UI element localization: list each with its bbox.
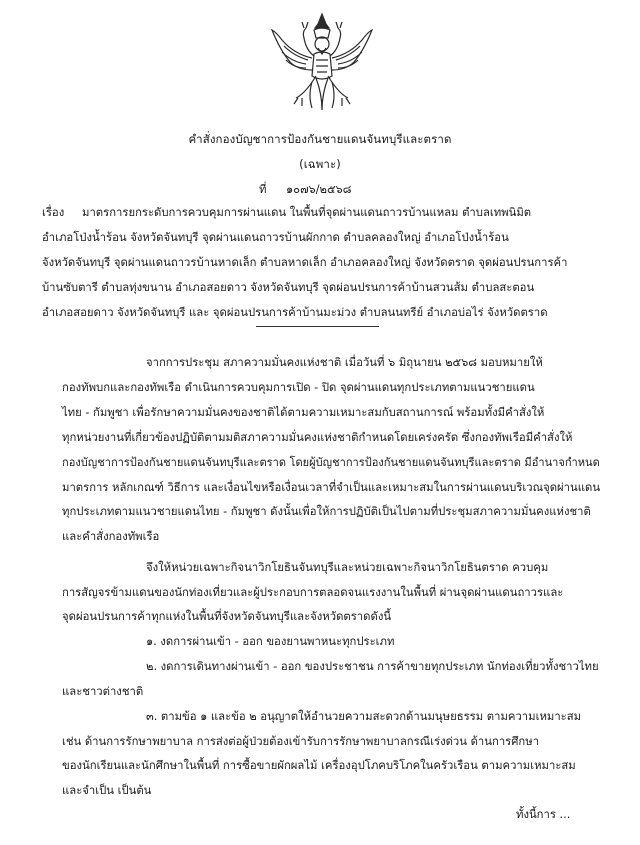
subject-line: อำเภอโป่งน้ำร้อน จังหวัดจันทบุรี จุดผ่านแดนถาวรบ้านผักกาด ตำบลคลองใหญ่ อำเภอโป่งน้ำร้อน [42, 231, 509, 245]
body-line: การสัญจรข้ามแดนของนักท่องเที่ยวและผู้ประกอบการตลอดจนแรงงานในพื้นที่ ผ่านจุดผ่านแดนถาวรและ [62, 585, 564, 599]
continuation-text: ทั้งนี้การ ... [516, 808, 571, 822]
order-title: คำสั่งกองบัญชาการป้องกันชายแดนจันทบุรีและตราด [188, 131, 452, 146]
item-1: ๑. งดการผ่านเข้า - ออก ของยานพาหนะทุกประเภท [146, 635, 395, 649]
item-3: ๓. ตามข้อ ๑ และข้อ ๒ อนุญาตให้อำนวยความสะดวกด้านมนุษยธรรม ตามความเหมาะสม [146, 709, 582, 723]
body-line: จุดผ่อนปรนการค้าทุกแห่งในพื้นที่จังหวัดจันทบุรีและจังหวัดตราดดังนี้ [62, 610, 392, 624]
order-number-label: ที่ [259, 182, 267, 196]
body-line: ทุกหน่วยงานที่เกี่ยวข้องปฏิบัติตามมติสภาความมั่นคงแห่งชาติกำหนดโดยเคร่งครัด ซึ่งกองทัพเรือมีคำสั่งให้ [62, 430, 573, 444]
body-line: จึงให้หน่วยเฉพาะกิจนาวิกโยธินจันทบุรีและหน่วยเฉพาะกิจนาวิกโยธินตราด ควบคุม [146, 560, 549, 574]
item-2: ๒. งดการเดินทางผ่านเข้า - ออก ของประชาชน การค้าขายทุกประเภท นักท่องเที่ยวทั้งชาวไทย [146, 660, 599, 674]
subject-line: บ้านซับตารี ตำบลทุ่งขนาน อำเภอสอยดาว จังหวัดจันทบุรี จุดผ่อนปรนการค้าบ้านสวนส้ม ตำบลสะตอน [42, 280, 535, 294]
separator-rule [256, 326, 379, 327]
body-line: กองบัญชาการป้องกันชายแดนจันทบุรีและตราด โดยผู้บัญชาการป้องกันชายแดนจันทบุรีและตราด มีอำนาจกำหนด [62, 455, 600, 469]
body-line: ไทย - กัมพูชา เพื่อรักษาความมั่นคงของชาติได้ตามความเหมาะสมกับสถานการณ์ พร้อมทั้งมีคำสั่งให้ [62, 406, 545, 419]
body-line: มาตรการ หลักเกณฑ์ วิธีการ และเงื่อนไขหรือเงื่อนเวลาที่จำเป็นและเหมาะสมในการผ่านแดนบริเวณจุดผ่านแดน [62, 480, 601, 494]
body-line: กองทัพบกและกองทัพเรือ ดำเนินการควบคุมการเปิด - ปิด จุดผ่านแดนทุกประเภทตามแนวชายแดน [62, 381, 535, 395]
body-line: และคำสั่งกองทัพเรือ [62, 530, 160, 544]
subject-line: จังหวัดจันทบุรี จุดผ่านแดนถาวรบ้านหาดเล็ก ตำบลหาดเล็ก อำเภอคลองใหญ่ จังหวัดตราด จุดผ่อนปรนการค้า [42, 256, 568, 270]
item-3-cont: เช่น ด้านการรักษาพยาบาล การส่งต่อผู้ป่วยต้องเข้ารับการรักษาพยาบาลกรณีเร่งด่วน ด้านการศึกษา [62, 734, 540, 748]
order-number: ๑๐๗๖/๒๕๖๘ [286, 182, 352, 196]
item-3-cont: และจำเป็น เป็นต้น [62, 784, 152, 798]
classification: (เฉพาะ) [299, 156, 341, 171]
item-2-cont: และชาวต่างชาติ [62, 684, 144, 698]
subject-line: มาตรการยกระดับการควบคุมการผ่านแดน ในพื้นที่จุดผ่านแดนถาวรบ้านแหลม ตำบลเทพนิมิต [82, 206, 532, 220]
garuda-emblem [268, 10, 376, 118]
body-line: ทุกประเภทตามแนวชายแดนไทย - กัมพูชา ดังนั้นเพื่อให้การปฏิบัติเป็นไปตามที่ประชุมสภาความมั่นคงแห่งชาติ [62, 505, 591, 519]
subject-label: เรื่อง [42, 206, 65, 220]
item-3-cont: ของนักเรียนและนักศึกษาในพื้นที่ การซื้อขายผักผลไม้ เครื่องอุปโภคบริโภคในครัวเรือน ตามความเหมาะสม [62, 759, 576, 773]
subject-line: อำเภอสอยดาว จังหวัดจันทบุรี และ จุดผ่อนปรนการค้าบ้านมะม่วง ตำบลนนทรีย์ อำเภอบ่อไร่ จังหวัดตราด [42, 305, 548, 319]
body-line: จากการประชุม สภาความมั่นคงแห่งชาติ เมื่อวันที่ ๖ มิถุนายน ๒๕๖๘ มอบหมายให้ [146, 356, 543, 370]
